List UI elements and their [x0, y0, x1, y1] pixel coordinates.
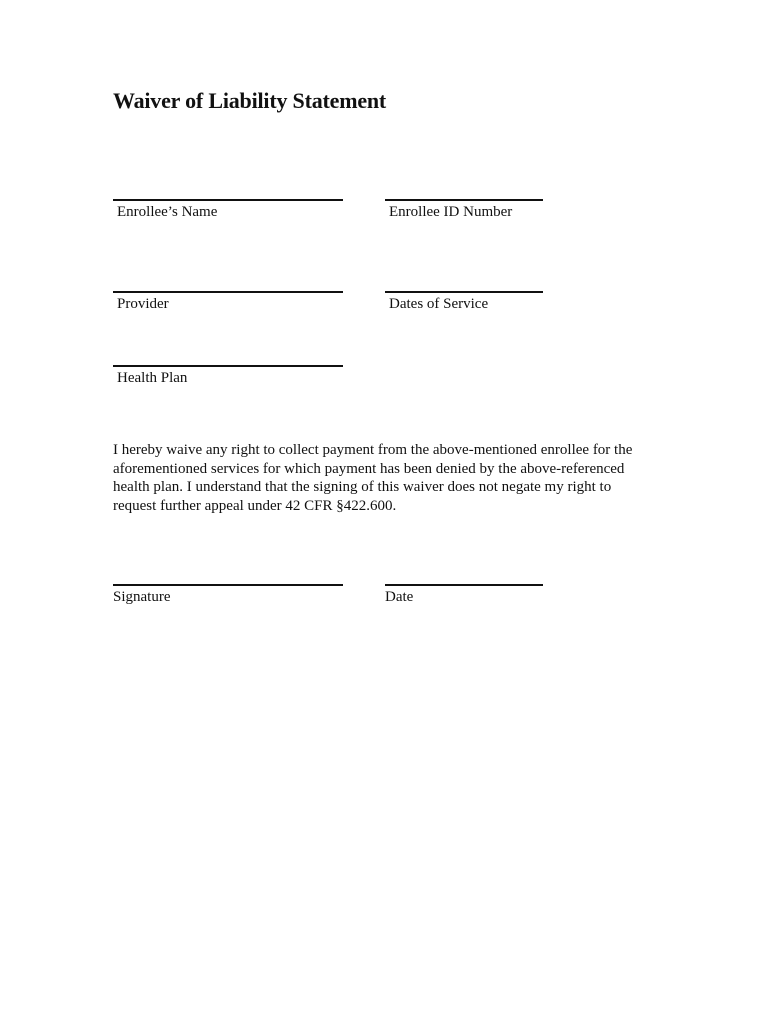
- signature-line[interactable]: [113, 584, 343, 586]
- enrollee-name-line[interactable]: [113, 199, 343, 201]
- enrollee-id-label: Enrollee ID Number: [389, 204, 513, 220]
- statement-line: I hereby waive any right to collect payment from the above-mentioned enrollee for the: [113, 442, 633, 458]
- statement-line: health plan. I understand that the signing of this waiver does not negate my right to: [113, 479, 612, 495]
- date-line[interactable]: [385, 584, 543, 586]
- health-plan-field[interactable]: [113, 365, 343, 387]
- enrollee-name-label: Enrollee’s Name: [117, 204, 218, 220]
- enrollee-id-field[interactable]: [385, 199, 543, 221]
- signature-label: Signature: [113, 589, 171, 605]
- dates-of-service-line[interactable]: [385, 291, 543, 293]
- enrollee-id-line[interactable]: [385, 199, 543, 201]
- waiver-statement: [113, 441, 653, 515]
- date-field[interactable]: [385, 584, 543, 606]
- health-plan-label: Health Plan: [117, 370, 188, 386]
- dates-of-service-label: Dates of Service: [389, 296, 489, 312]
- health-plan-line[interactable]: [113, 365, 343, 367]
- date-label: Date: [385, 589, 414, 605]
- enrollee-name-field[interactable]: [113, 199, 343, 221]
- signature-field[interactable]: [113, 584, 343, 606]
- statement-line: request further appeal under 42 CFR §422.600.: [113, 497, 397, 514]
- provider-label: Provider: [117, 296, 169, 312]
- page-title: Waiver of Liability Statement: [113, 88, 387, 113]
- statement-line: aforementioned services for which payment has been denied by the above-referenced: [113, 460, 625, 477]
- provider-line[interactable]: [113, 291, 343, 293]
- dates-of-service-field[interactable]: [385, 291, 543, 313]
- provider-field[interactable]: [113, 291, 343, 313]
